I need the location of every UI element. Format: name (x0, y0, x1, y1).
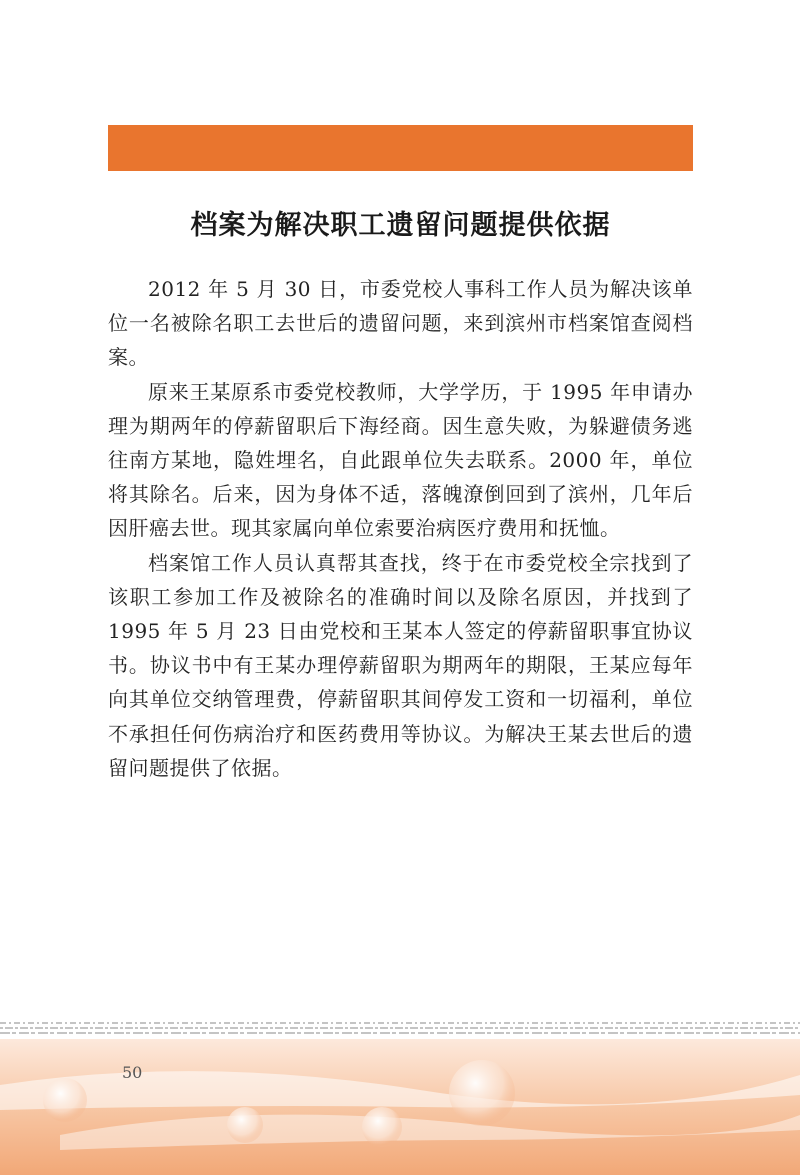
page-title: 档案为解决职工遗留问题提供依据 (190, 210, 611, 241)
paragraph-1: 2012 年 5 月 30 日，市委党校人事科工作人员为解决该单位一名被除名职工去世后的遗留问题，来到滨州市档案馆查阅档案。 (108, 277, 693, 370)
bubble (449, 1060, 515, 1126)
article-body (108, 272, 693, 785)
paragraph-3: 档案馆工作人员认真帮其查找，终于在市委党校全宗找到了该职工参加工作及被除名的准确时间以及除名原因，并找到了 1995 年 5 月 23 日由党校和王某本人签定的停薪留职事宜协议书。协议书中有王某办理停薪留职为期两年的期限，王某应每年向其单位交纳管理费，停薪留职其间停发工资和一切福利，单位不承担任何伤病治疗和医药费用等协议。为解决王某去世后的遗留问题提供了依据。 (108, 550, 693, 780)
bubble (227, 1107, 263, 1143)
footer-decoration (0, 1015, 800, 1175)
dashed-lines (0, 1023, 800, 1033)
bubble (43, 1078, 87, 1122)
header-accent-bar (108, 125, 693, 171)
bubble (362, 1107, 402, 1147)
paragraph-2: 原来王某原系市委党校教师，大学学历，于 1995 年申请办理为期两年的停薪留职后下海经商。因生意失败，为躲避债务逃往南方某地，隐姓埋名，自此跟单位失去联系。2000 年，单位将其除名。后来，因为身体不适，落魄潦倒回到了滨州，几年后因肝癌去世。现其家属向单位索要治病医疗费用和抚恤。 (108, 379, 693, 541)
page-number: 50 (122, 1063, 143, 1082)
